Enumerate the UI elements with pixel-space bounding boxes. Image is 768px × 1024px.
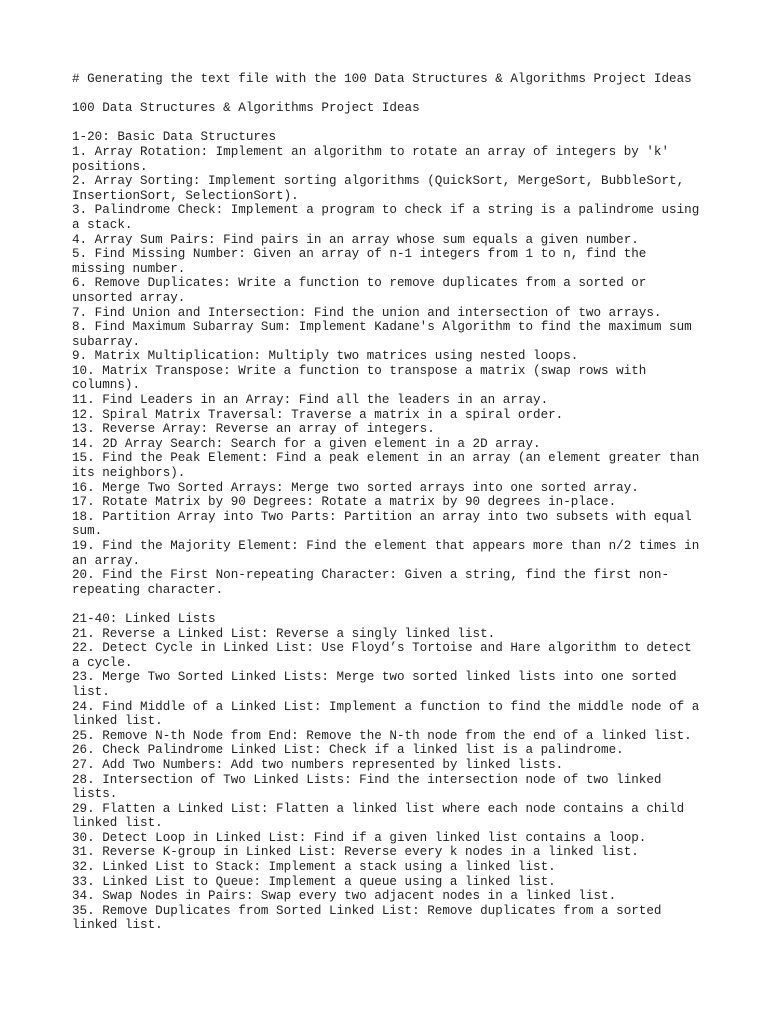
text-line: 35. Remove Duplicates from Sorted Linked List: Remove duplicates from a sorted xyxy=(72,903,662,918)
text-line: 15. Find the Peak Element: Find a peak element in an array (an element greater than xyxy=(72,451,700,466)
text-line: subarray. xyxy=(72,334,141,349)
text-line: 22. Detect Cycle in Linked List: Use Floyd’s Tortoise and Hare algorithm to detect xyxy=(72,641,692,656)
text-line: 17. Rotate Matrix by 90 Degrees: Rotate a matrix by 90 degrees in-place. xyxy=(72,495,617,510)
text-line: linked list. xyxy=(72,816,163,831)
text-line: 18. Partition Array into Two Parts: Partition an array into two subsets with equal xyxy=(72,509,692,524)
text-line: 2. Array Sorting: Implement sorting algorithms (QuickSort, MergeSort, BubbleSort, xyxy=(72,174,685,189)
text-line: positions. xyxy=(72,159,148,174)
text-line: 21. Reverse a Linked List: Reverse a singly linked list. xyxy=(72,626,496,641)
text-line: missing number. xyxy=(72,261,186,276)
text-line: 1. Array Rotation: Implement an algorithm to rotate an array of integers by 'k' xyxy=(72,144,670,159)
section-basic-data-structures xyxy=(72,130,712,597)
text-line: 30. Detect Loop in Linked List: Find if a given linked list contains a loop. xyxy=(72,830,647,845)
text-line: columns). xyxy=(72,378,141,393)
text-line: list. xyxy=(72,684,110,699)
text-line: 9. Matrix Multiplication: Multiply two matrices using nested loops. xyxy=(72,349,579,364)
text-line: a cycle. xyxy=(72,655,133,670)
comment-line: # Generating the text file with the 100 Data Structures & Algorithms Project Ideas xyxy=(72,72,692,86)
text-line: lists. xyxy=(72,787,118,802)
text-line: linked list. xyxy=(72,918,163,933)
text-line: 14. 2D Array Search: Search for a given element in a 2D array. xyxy=(72,436,541,451)
text-line: 32. Linked List to Stack: Implement a stack using a linked list. xyxy=(72,860,556,875)
text-line: 29. Flatten a Linked List: Flatten a linked list where each node contains a child xyxy=(72,801,685,816)
text-line: 3. Palindrome Check: Implement a program to check if a string is a palindrome using xyxy=(72,203,700,218)
text-line: 28. Intersection of Two Linked Lists: Find the intersection node of two linked xyxy=(72,772,662,787)
text-line: 33. Linked List to Queue: Implement a queue using a linked list. xyxy=(72,874,556,889)
text-line: 16. Merge Two Sorted Arrays: Merge two sorted arrays into one sorted array. xyxy=(72,480,639,495)
blank-line xyxy=(72,87,712,102)
text-line xyxy=(72,933,712,948)
text-line: repeating character. xyxy=(72,582,224,597)
text-line: 19. Find the Majority Element: Find the element that appears more than n/2 times in xyxy=(72,539,700,553)
text-line: 5. Find Missing Number: Given an array of n-1 integers from 1 to n, find the xyxy=(72,247,647,262)
text-line: an array. xyxy=(72,553,141,568)
text-line: 25. Remove N-th Node from End: Remove the N-th node from the end of a linked list. xyxy=(72,728,692,743)
text-line: its neighbors). xyxy=(72,466,186,481)
text-line: 13. Reverse Array: Reverse an array of integers. xyxy=(72,422,435,437)
text-line: 26. Check Palindrome Linked List: Check if a linked list is a palindrome. xyxy=(72,743,624,758)
section-heading: 1-20: Basic Data Structures xyxy=(72,130,277,145)
text-line: 12. Spiral Matrix Traversal: Traverse a matrix in a spiral order. xyxy=(72,407,564,422)
text-line: 7. Find Union and Intersection: Find the union and intersection of two arrays. xyxy=(72,305,662,320)
text-line: sum. xyxy=(72,524,103,539)
blank-line xyxy=(72,116,712,131)
text-line: 11. Find Leaders in an Array: Find all the leaders in an array. xyxy=(72,393,549,408)
text-line: 10. Matrix Transpose: Write a function to transpose a matrix (swap rows with xyxy=(72,363,647,378)
blank-line xyxy=(72,597,712,612)
text-line: 4. Array Sum Pairs: Find pairs in an array whose sum equals a given number. xyxy=(72,232,639,247)
document-page xyxy=(72,72,712,948)
section-linked-lists xyxy=(72,612,712,948)
text-line: 23. Merge Two Sorted Linked Lists: Merge two sorted linked lists into one sorted xyxy=(72,670,677,685)
text-line: unsorted array. xyxy=(72,290,186,305)
section-heading: 21-40: Linked Lists xyxy=(72,611,216,626)
text-line: a stack. xyxy=(72,217,133,232)
text-line: 8. Find Maximum Subarray Sum: Implement Kadane's Algorithm to find the maximum sum xyxy=(72,320,692,335)
document-title: 100 Data Structures & Algorithms Project Ideas xyxy=(72,101,420,116)
text-line: 6. Remove Duplicates: Write a function to remove duplicates from a sorted or xyxy=(72,276,647,291)
text-line: 24. Find Middle of a Linked List: Implement a function to find the middle node of a xyxy=(72,699,700,714)
text-line: 27. Add Two Numbers: Add two numbers represented by linked lists. xyxy=(72,757,564,772)
text-line: 20. Find the First Non-repeating Character: Given a string, find the first non- xyxy=(72,568,670,583)
text-line: linked list. xyxy=(72,714,163,729)
text-line: 31. Reverse K-group in Linked List: Reverse every k nodes in a linked list. xyxy=(72,845,639,860)
text-line: InsertionSort, SelectionSort). xyxy=(72,188,299,203)
text-line: 34. Swap Nodes in Pairs: Swap every two adjacent nodes in a linked list. xyxy=(72,889,617,904)
